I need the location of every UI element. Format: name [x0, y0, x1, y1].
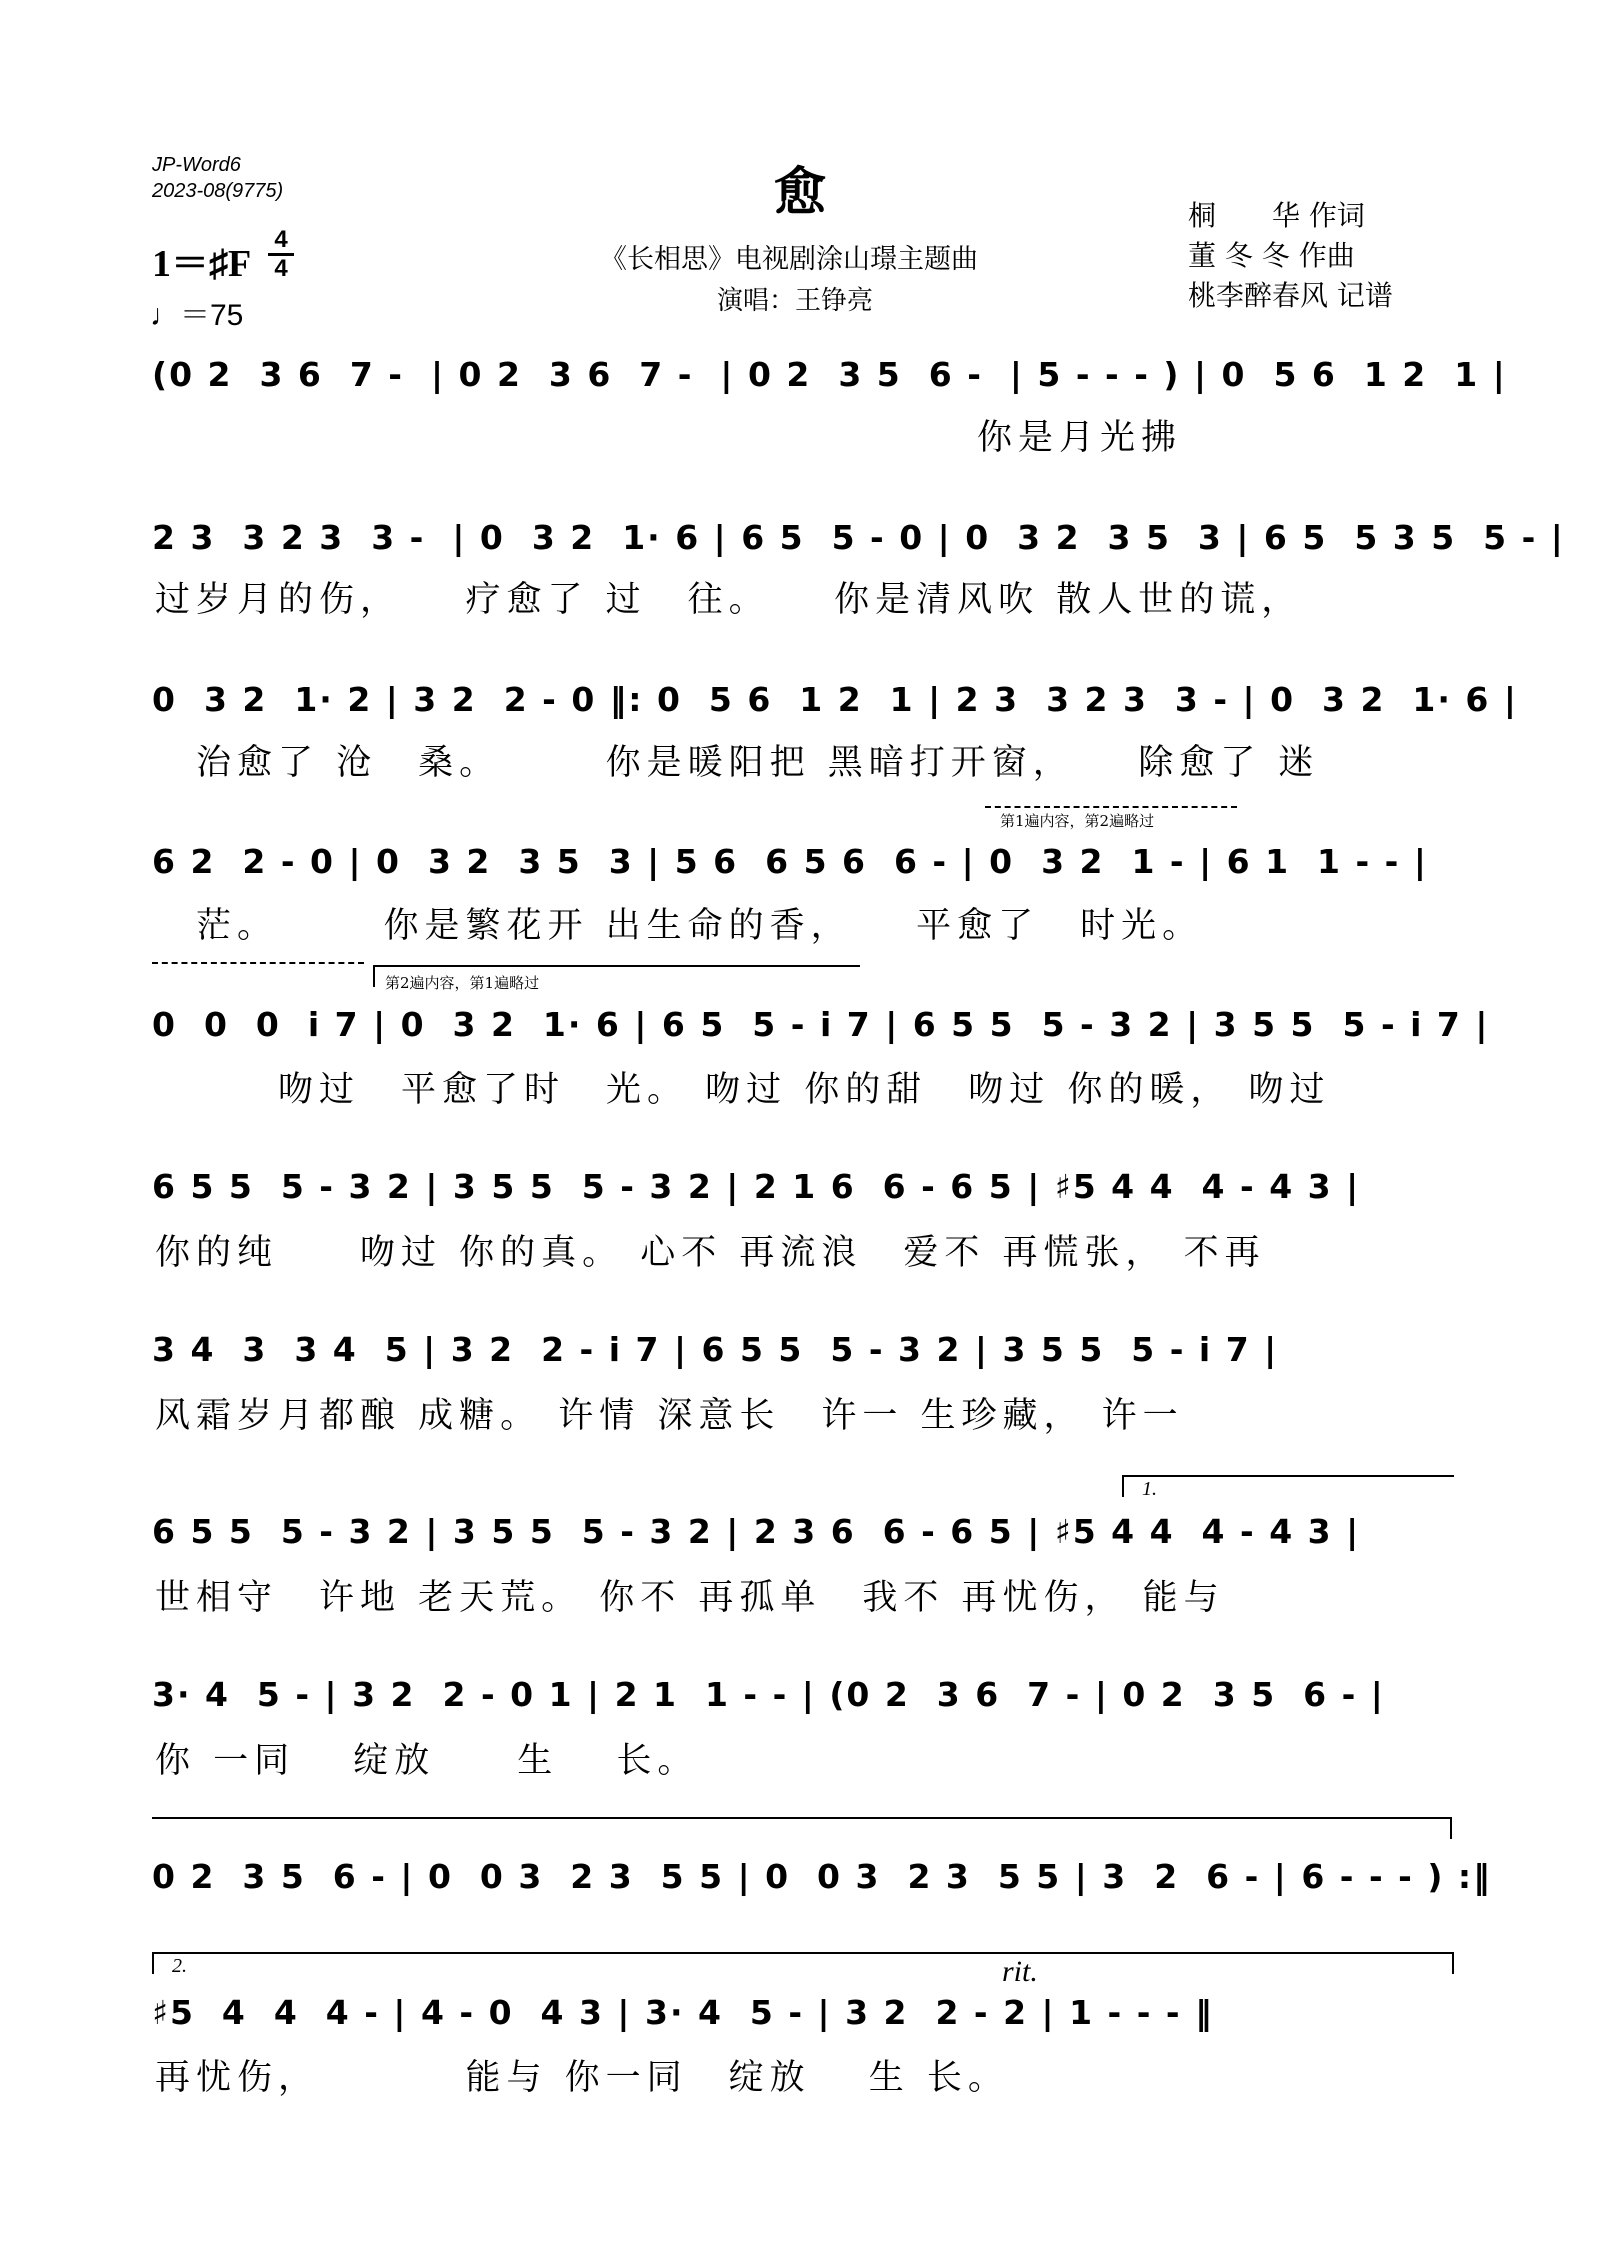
lyrics-row-1: 你是月光拂: [155, 418, 1183, 458]
lyrics-row-9: 你 一同 绽放 生 长。: [155, 1741, 699, 1781]
ending-2-label: 2.: [172, 1955, 187, 1977]
lyrics-row-8: 世相守 许地 老天荒。 你不 再孤单 我不 再忧伤， 能与: [155, 1578, 1225, 1618]
tempo-marking: [150, 290, 243, 334]
time-signature-bottom: 4: [274, 255, 288, 282]
first-pass-label: 第1遍内容，第2遍略过: [1000, 812, 1155, 830]
notation-row-6: 6 5 5 5 - 3 2 | 3 5 5 5 - 3 2 | 2 1 6 6 - 6 5 | ♯5 4 4 4 - 4 3 |: [152, 1167, 1361, 1206]
lyrics-row-4: 茫。 你是繁花开 出生命的香， 平愈了 时光。: [155, 906, 1204, 946]
notation-row-2: 2 3 3 2 3 3 - | 0 3 2 1· 6 | 6 5 5 - 0 | 0 3 2 3 5 3 | 6 5 5 3 5 5 - |: [152, 518, 1565, 557]
date-code: 2023-08(9775): [152, 180, 284, 202]
credits: [1188, 196, 1393, 316]
song-title: 愈: [773, 162, 826, 223]
quarter-note-icon: ♩: [150, 299, 180, 332]
song-subtitle: 《长相思》电视剧涂山璟主题曲: [600, 244, 978, 275]
ending-2-bracket: [152, 1952, 1454, 1974]
lyrics-row-11: 再忧伤， 能与 你一同 绽放 生 长。: [155, 2058, 1009, 2098]
lyrics-row-2: 过岁月的伤， 疗愈了 过 往。 你是清风吹 散人世的谎，: [155, 580, 1303, 620]
ending-1-bracket: [1122, 1475, 1454, 1497]
notation-row-10: 0 2 3 5 6 - | 0 0 3 2 3 5 5 | 0 0 3 2 3 5 5 | 3 2 6 - | 6 - - - ) :‖: [152, 1857, 1492, 1896]
notation-row-1: (0 2 3 6 7 - | 0 2 3 6 7 - | 0 2 3 5 6 - | 5 - - - ) | 0 5 6 1 2 1 |: [152, 355, 1507, 394]
composer: 董 冬 冬 作曲: [1188, 239, 1355, 272]
lyrics-row-5: 吻过 平愈了时 光。 吻过 你的甜 吻过 你的暖， 吻过: [155, 1070, 1331, 1110]
notation-row-11: ♯5 4 4 4 - | 4 - 0 4 3 | 3· 4 5 - | 3 2 2 - 2 | 1 - - - ‖: [152, 1993, 1214, 2032]
first-pass-bracket-cont: [152, 962, 364, 984]
repeat-section-bracket: [152, 1817, 1452, 1839]
notation-row-8: 6 5 5 5 - 3 2 | 3 5 5 5 - 3 2 | 2 3 6 6 - 6 5 | ♯5 4 4 4 - 4 3 |: [152, 1512, 1361, 1551]
software-name: JP-Word6: [152, 154, 241, 176]
tempo-value: ＝75: [180, 299, 244, 332]
key-signature: 1＝♯F: [152, 243, 252, 285]
ritardando-mark: rit.: [1002, 1955, 1038, 1988]
time-signature: [268, 228, 294, 281]
singer: 演唱：王铮亮: [717, 286, 874, 316]
ending-1-label: 1.: [1142, 1478, 1157, 1500]
lyricist: 桐 华 作词: [1188, 199, 1365, 232]
lyrics-row-7: 风霜岁月都酿 成糖。 许情 深意长 许一 生珍藏， 许一: [155, 1396, 1184, 1436]
notation-row-4: 6 2 2 - 0 | 0 3 2 3 5 3 | 5 6 6 5 6 6 - | 0 3 2 1 - | 6 1 1 - - |: [152, 842, 1428, 881]
notation-row-5: 0 0 0 i 7 | 0 3 2 1· 6 | 6 5 5 - i 7 | 6 5 5 5 - 3 2 | 3 5 5 5 - i 7 |: [152, 1005, 1490, 1044]
transcriber: 桃李醉春风 记谱: [1188, 279, 1393, 312]
lyrics-row-3: 治愈了 沧 桑。 你是暖阳把 黑暗打开窗， 除愈了 迷: [155, 743, 1320, 783]
notation-row-9: 3· 4 5 - | 3 2 2 - 0 1 | 2 1 1 - - | (0 2 3 6 7 - | 0 2 3 5 6 - |: [152, 1675, 1385, 1714]
second-pass-label: 第2遍内容，第1遍略过: [385, 974, 540, 992]
lyrics-row-6: 你的纯 吻过 你的真。 心不 再流浪 爱不 再慌张， 不再: [155, 1233, 1266, 1273]
notation-row-3: 0 3 2 1· 2 | 3 2 2 - 0 ‖: 0 5 6 1 2 1 | 2 3 3 2 3 3 - | 0 3 2 1· 6 |: [152, 680, 1518, 719]
time-signature-top: 4: [274, 226, 288, 253]
notation-row-7: 3 4 3 3 4 5 | 3 2 2 - i 7 | 6 5 5 5 - 3 2 | 3 5 5 5 - i 7 |: [152, 1330, 1279, 1369]
